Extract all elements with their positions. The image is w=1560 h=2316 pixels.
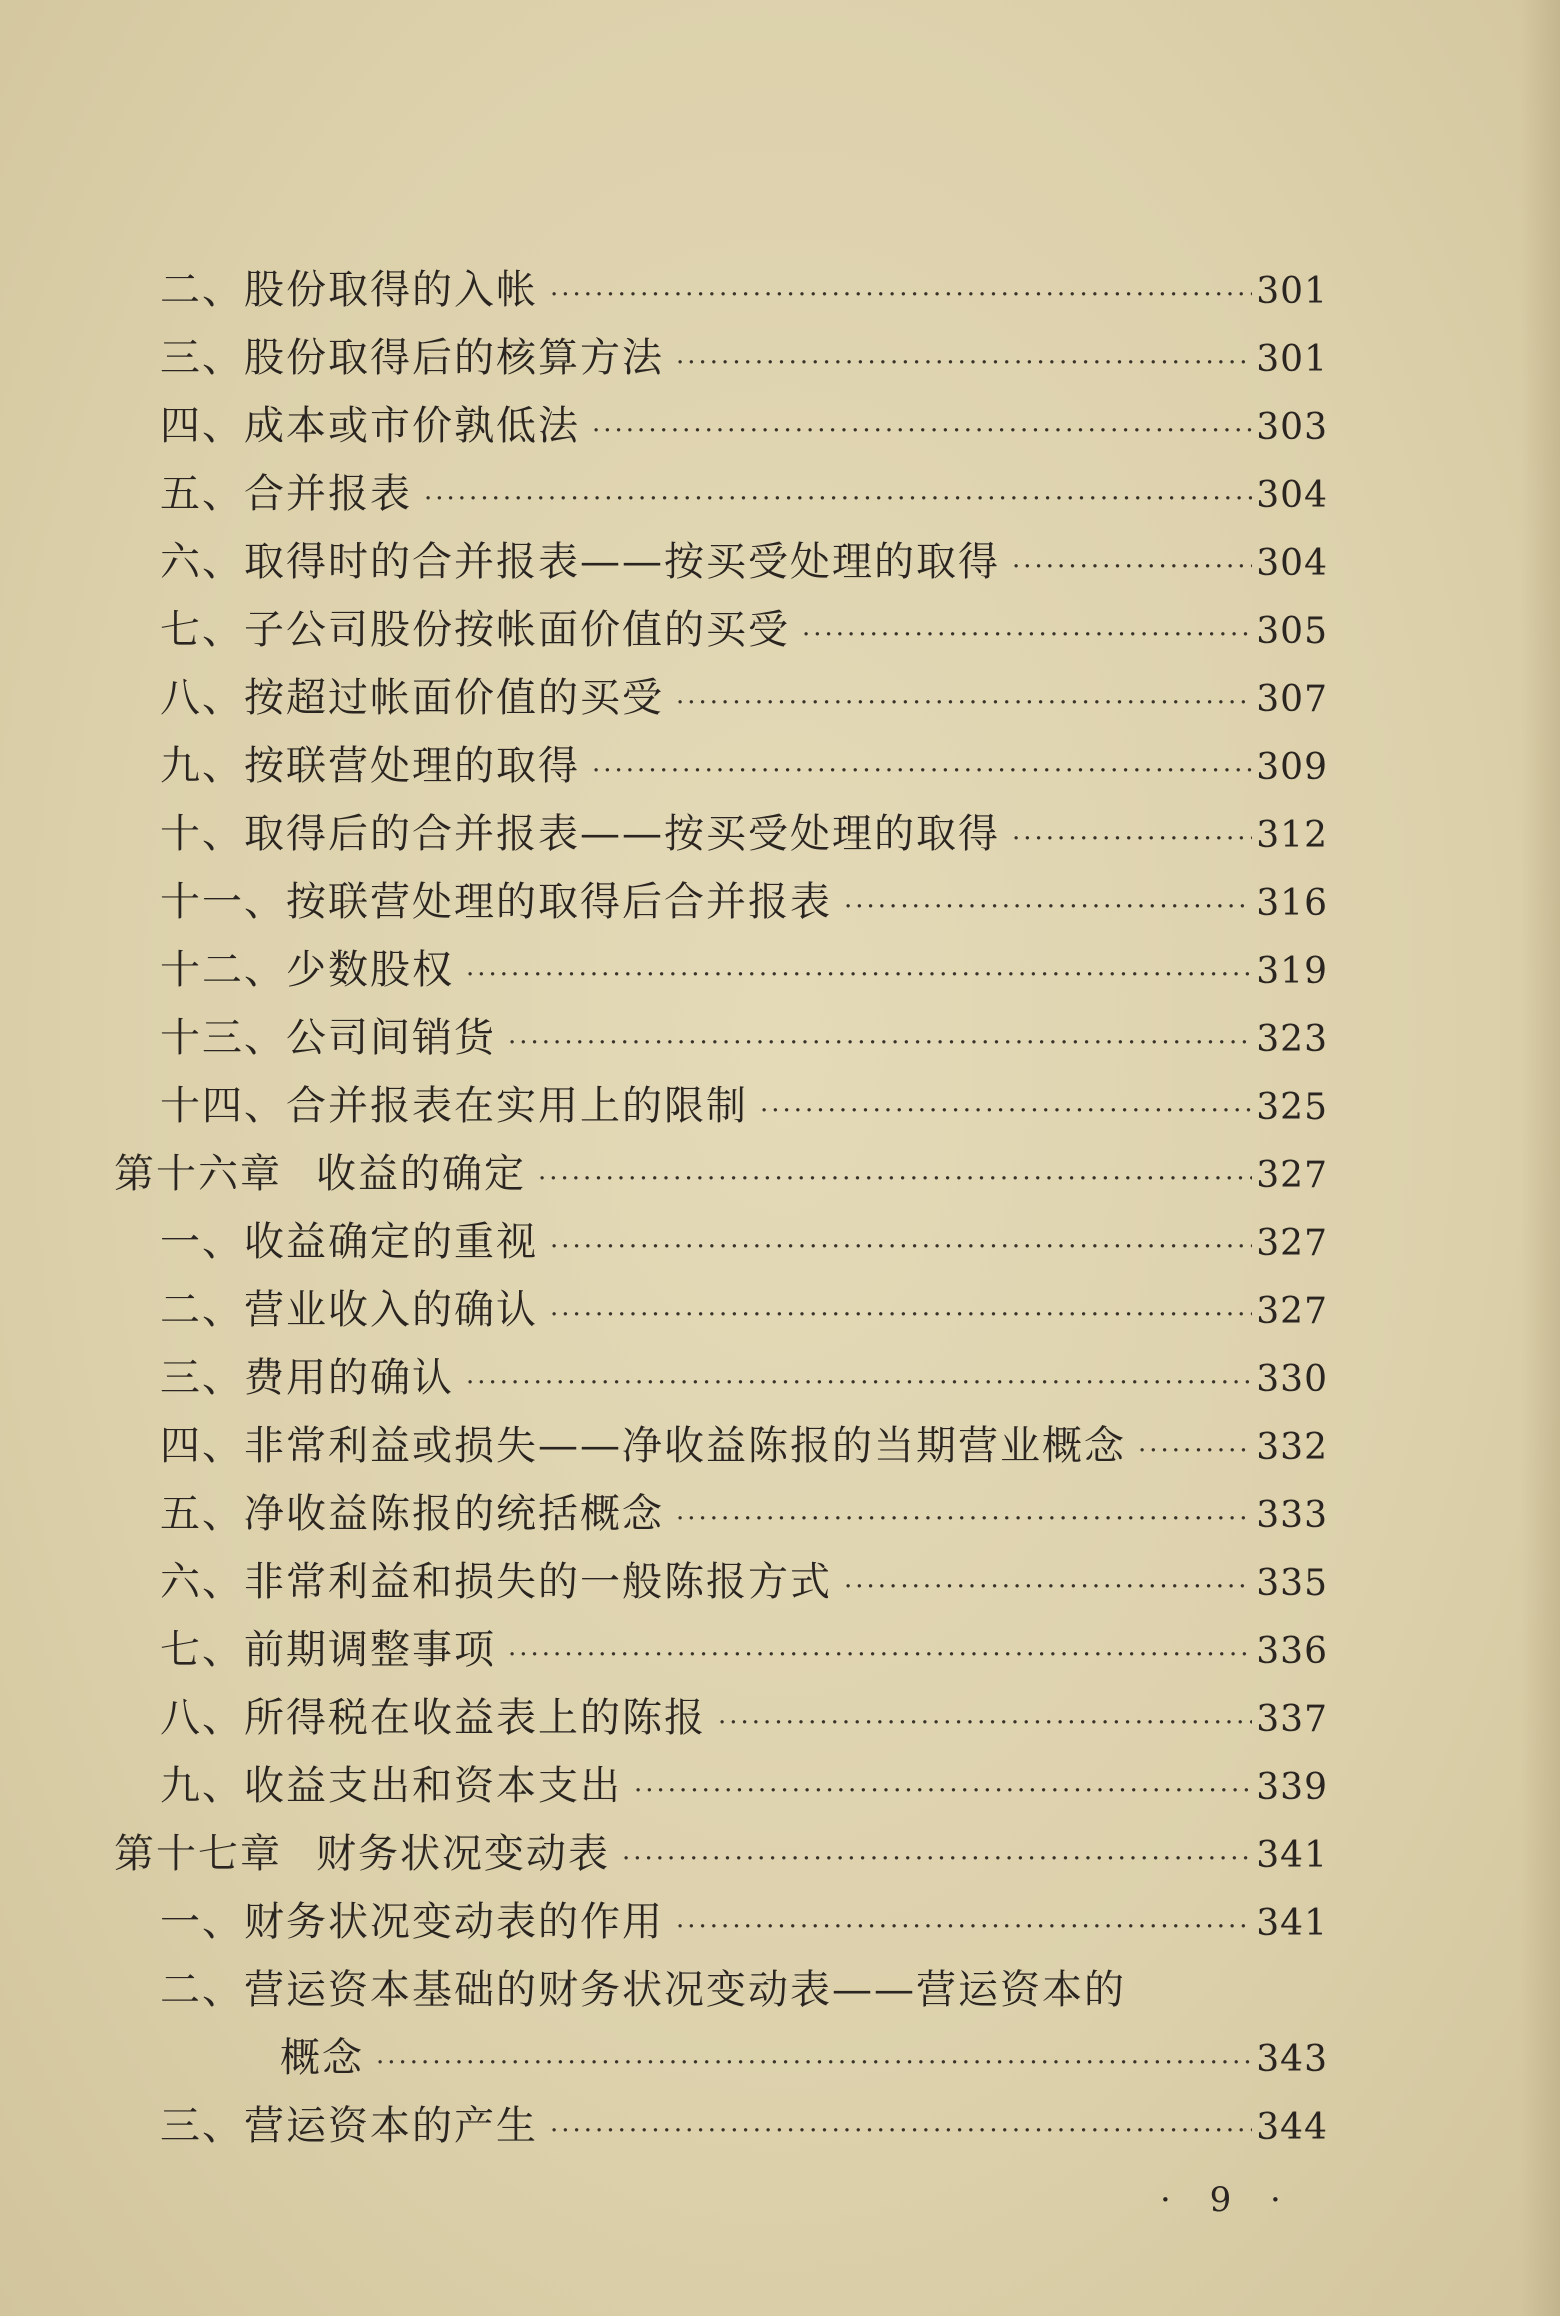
toc-entry (160, 736, 1328, 796)
toc-entry-page: 343 (1256, 2039, 1328, 2080)
toc-leader-dots (1138, 1421, 1252, 1481)
toc-entry-page: 303 (1256, 407, 1328, 448)
toc-entry (160, 1892, 1328, 1952)
toc-entry-title: 二、营运资本基础的财务状况变动表——营运资本的 (160, 1967, 1126, 2013)
toc-entry-page: 305 (1256, 611, 1328, 652)
toc-entry-page: 339 (1256, 1767, 1328, 1808)
toc-leader-dots (676, 673, 1252, 733)
toc-entry-title: 四、非常利益或损失——净收益陈报的当期营业概念 (160, 1423, 1126, 1469)
toc-entry (160, 1008, 1328, 1068)
toc-leader-dots (466, 945, 1252, 1005)
toc-entry-title: 九、按联营处理的取得 (160, 743, 580, 789)
toc-leader-dots (622, 1829, 1252, 1889)
toc-entry-title: 三、费用的确认 (160, 1355, 454, 1401)
toc-entry (160, 1620, 1328, 1680)
toc-entry-page: 327 (1256, 1291, 1328, 1332)
toc-entry-continuation (280, 2028, 1328, 2088)
toc-leader-dots (550, 1285, 1252, 1345)
toc-entry-title: 五、净收益陈报的统括概念 (160, 1491, 664, 1537)
toc-entry (160, 260, 1328, 320)
toc-entry (160, 804, 1328, 864)
chapter-number: 第十六章 (114, 1151, 282, 1197)
toc-entry (160, 1212, 1328, 1272)
toc-entry (160, 1076, 1328, 1136)
toc-entry-title: 十二、少数股权 (160, 947, 454, 993)
toc-entry-page: 341 (1256, 1835, 1328, 1876)
toc-entry-title: 六、非常利益和损失的一般陈报方式 (160, 1559, 832, 1605)
toc-entry-page: 330 (1256, 1359, 1328, 1400)
toc-entry-page: 341 (1256, 1903, 1328, 1944)
toc-leader-dots (592, 401, 1252, 461)
toc-entry-page: 344 (1256, 2107, 1328, 2148)
page-edge-shadow (1520, 0, 1560, 2316)
chapter-title: 财务状况变动表 (316, 1831, 610, 1877)
toc-entry-title: 三、股份取得后的核算方法 (160, 335, 664, 381)
toc-entry-title: 一、收益确定的重视 (160, 1219, 538, 1265)
toc-entry (160, 396, 1328, 456)
toc-entry-title: 二、营业收入的确认 (160, 1287, 538, 1333)
toc-leader-dots (550, 265, 1252, 325)
toc-leader-dots (592, 741, 1252, 801)
toc-leader-dots (844, 1557, 1252, 1617)
toc-leader-dots (508, 1013, 1252, 1073)
toc-entry-page: 327 (1256, 1155, 1328, 1196)
toc-leader-dots (376, 2033, 1252, 2093)
chapter-number: 第十七章 (114, 1831, 282, 1877)
toc-entry (160, 1484, 1328, 1544)
page-number: · 9 · (1160, 2180, 1295, 2220)
toc-entry-page: 333 (1256, 1495, 1328, 1536)
toc-leader-dots (802, 605, 1252, 665)
toc-entry (160, 464, 1328, 524)
toc-entry-page: 301 (1256, 339, 1328, 380)
toc-entry-page: 335 (1256, 1563, 1328, 1604)
toc-entry-page: 304 (1256, 475, 1328, 516)
toc-chapter-heading (114, 1824, 1328, 1884)
toc-entry (160, 328, 1328, 388)
toc-entry (160, 940, 1328, 1000)
toc-entry-page: 332 (1256, 1427, 1328, 1468)
toc-entry-title: 五、合并报表 (160, 471, 412, 517)
toc-entry-page: 323 (1256, 1019, 1328, 1060)
toc-leader-dots (466, 1353, 1252, 1413)
toc-leader-dots (508, 1625, 1252, 1685)
toc-entry-page: 319 (1256, 951, 1328, 992)
toc-leader-dots (676, 1489, 1252, 1549)
toc-entry-page: 316 (1256, 883, 1328, 924)
toc-leader-dots (1012, 537, 1252, 597)
toc-entry-page: 304 (1256, 543, 1328, 584)
toc-leader-dots (844, 877, 1252, 937)
toc-entry-title: 一、财务状况变动表的作用 (160, 1899, 664, 1945)
toc-entry-page: 307 (1256, 679, 1328, 720)
toc-entry (160, 1416, 1328, 1476)
toc-leader-dots (676, 333, 1252, 393)
toc-chapter-heading (114, 1144, 1328, 1204)
toc-entry-title: 十一、按联营处理的取得后合并报表 (160, 879, 832, 925)
toc-entry (160, 872, 1328, 932)
toc-entry (160, 1280, 1328, 1340)
toc-leader-dots (550, 2101, 1252, 2161)
toc-entry-title: 八、按超过帐面价值的买受 (160, 675, 664, 721)
toc-entry-title: 十四、合并报表在实用上的限制 (160, 1083, 748, 1129)
toc-entry (160, 1756, 1328, 1816)
toc-entry-title: 八、所得税在收益表上的陈报 (160, 1695, 706, 1741)
toc-entry-page: 325 (1256, 1087, 1328, 1128)
toc-entry-title: 七、子公司股份按帐面价值的买受 (160, 607, 790, 653)
toc-leader-dots (760, 1081, 1252, 1141)
toc-leader-dots (538, 1149, 1252, 1209)
toc-entry-page: 301 (1256, 271, 1328, 312)
toc-leader-dots (676, 1897, 1252, 1957)
toc-entry-title: 二、股份取得的入帐 (160, 267, 538, 313)
toc-entry (160, 1552, 1328, 1612)
toc-leader-dots (424, 469, 1252, 529)
toc-entry-title: 七、前期调整事项 (160, 1627, 496, 1673)
toc-entry-title: 三、营运资本的产生 (160, 2103, 538, 2149)
toc-entry (160, 600, 1328, 660)
toc-entry-title: 概念 (280, 2035, 364, 2081)
toc-leader-dots (1012, 809, 1252, 869)
toc-entry (160, 1960, 1328, 2020)
toc-entry-title: 九、收益支出和资本支出 (160, 1763, 622, 1809)
toc-entry-page: 309 (1256, 747, 1328, 788)
toc-entry (160, 2096, 1328, 2156)
toc-entry-title: 十三、公司间销货 (160, 1015, 496, 1061)
toc-leader-dots (634, 1761, 1252, 1821)
toc-entry-page: 327 (1256, 1223, 1328, 1264)
chapter-title: 收益的确定 (316, 1151, 526, 1197)
toc-entry (160, 1348, 1328, 1408)
toc-entry-title: 十、取得后的合并报表——按买受处理的取得 (160, 811, 1000, 857)
toc-entry-page: 337 (1256, 1699, 1328, 1740)
toc-entry-page: 336 (1256, 1631, 1328, 1672)
toc-entry-title: 四、成本或市价孰低法 (160, 403, 580, 449)
toc-entry (160, 668, 1328, 728)
toc-entry-page: 312 (1256, 815, 1328, 856)
toc-entry (160, 1688, 1328, 1748)
toc-entry (160, 532, 1328, 592)
toc-leader-dots (550, 1217, 1252, 1277)
toc-entry-title: 六、取得时的合并报表——按买受处理的取得 (160, 539, 1000, 585)
toc-leader-dots (718, 1693, 1252, 1753)
